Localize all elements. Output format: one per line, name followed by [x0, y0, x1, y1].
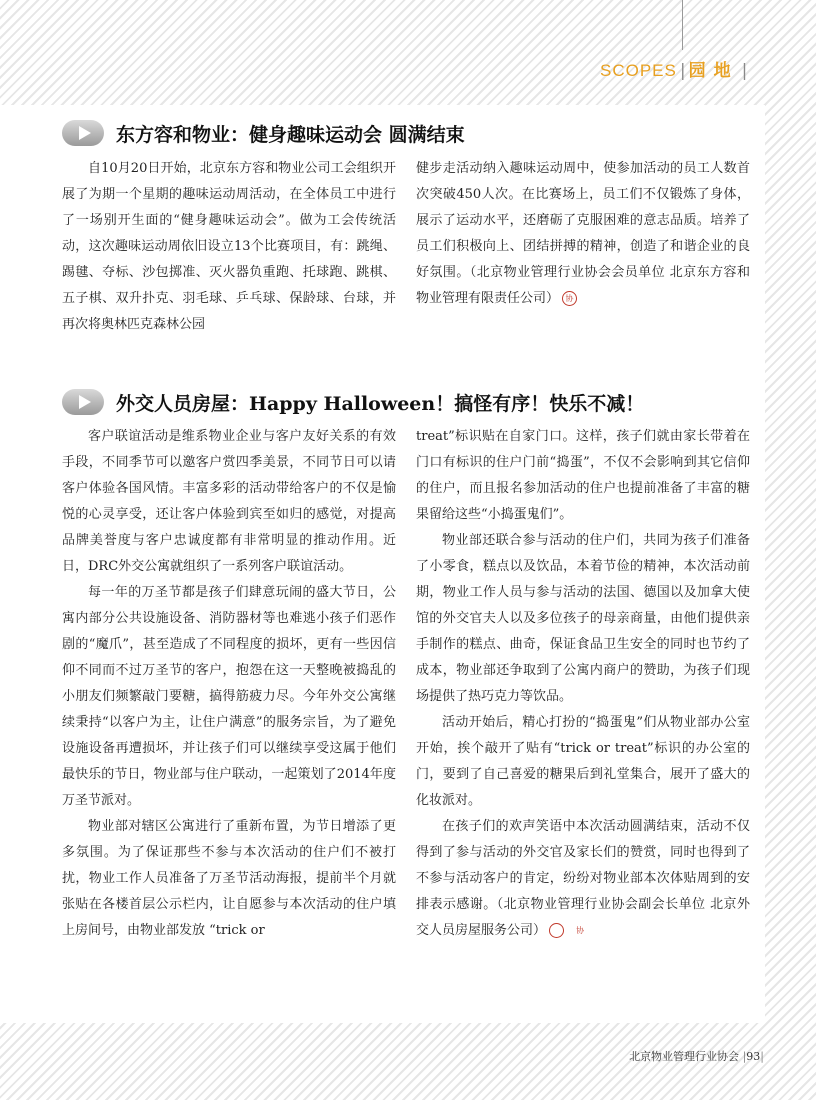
header-separator-end: | — [741, 61, 748, 81]
section-header — [600, 56, 750, 81]
article1-left-column — [62, 156, 396, 338]
footer-separator: | — [742, 1050, 747, 1063]
paragraph: 客户联谊活动是维系物业企业与客户友好关系的有效手段，不同季节可以邀客户赏四季美景，不同节日可以请客户体验各国风情。丰富多彩的活动带给客户的不仅是愉悦的心灵享受，还让客户体验到宾至如归的感觉，对提高品牌美誉度与客户忠诚度都有非常明显的推动作用。近日，DRC外交公寓就组织了一系列客户联谊活动。 — [62, 429, 396, 574]
play-icon — [62, 120, 104, 146]
paragraph: 活动开始后，精心打扮的“捣蛋鬼”们从物业部办公室开始，挨个敲开了贴有“trick or treat”标识的办公室的门，要到了自己喜爱的糖果后到礼堂集合，展开了盛大的化妆派对。 — [416, 715, 750, 808]
article2-right-column — [416, 424, 750, 944]
seal-icon: 协 — [562, 291, 577, 306]
seal-icon: 协 — [549, 923, 564, 938]
paragraph: 物业部还联合参与活动的住户们，共同为孩子们准备了小零食，糕点以及饮品，本着节俭的精神，本次活动前期，物业工作人员与参与活动的法国、德国以及加拿大使馆的外交官夫人以及多位孩子的母亲商量，由他们提供亲手制作的糕点、曲奇，保证食品卫生安全的同时也节约了成本，物业部还争取到了公寓内商户的赞助，为孩子们现场提供了热巧克力等饮品。 — [416, 533, 750, 704]
play-icon — [62, 389, 104, 415]
header-separator: | — [679, 61, 686, 81]
paragraph: 在孩子们的欢声笑语中本次活动圆满结束，活动不仅得到了参与活动的外交官及家长们的赞赏，同时也得到了不参与活动客户的肯定，纷纷对物业部本次体贴周到的安排表示感谢。（北京物业管理行业协会副会长单位 北京外交人员房屋服务公司） 协 — [416, 819, 750, 938]
page-footer — [629, 1048, 764, 1064]
article2-left-column — [62, 424, 396, 944]
section-cn: 园地 — [688, 61, 739, 81]
paragraph: 物业部对辖区公寓进行了重新布置，为节日增添了更多氛围。为了保证那些不参与本次活动的住户们不被打扰，物业工作人员准备了万圣节活动海报，提前半个月就张贴在各楼首层公示栏内，让自愿参与本次活动的住户填上房间号，由物业部发放 “trick or — [62, 819, 396, 938]
article1-right-column — [416, 156, 750, 312]
section-en: SCOPES — [600, 61, 677, 80]
article2-title-row — [62, 385, 644, 419]
paragraph: 自10月20日开始，北京东方容和物业公司工会组织开展了为期一个星期的趣味运动周活动，在全体员工中进行了一场别开生面的“健身趣味运动会”。做为工会传统活动，这次趣味运动周依旧设立13个比赛项目，有：跳绳、踢毽、夺标、沙包掷准、灭火器负重跑、托球跑、跳棋、五子棋、双升扑克、羽毛球、乒乓球、保龄球、台球，并再次将奥林匹克森林公园 — [62, 161, 396, 332]
footer-org: 北京物业管理行业协会 — [629, 1050, 740, 1063]
article1-title-row — [62, 116, 465, 150]
paragraph: 每一年的万圣节都是孩子们肆意玩闹的盛大节日，公寓内部分公共设施设备、消防器材等也难逃小孩子们恶作剧的“魔爪”，甚至造成了不同程度的损坏，更有一些因信仰不同而不过万圣节的客户，抱怨在这一天整晚被捣乱的小朋友们频繁敲门要糖，搞得筋疲力尽。今年外交公寓继续秉持“以客户为主，让住户满意”的服务宗旨，为了避免设施设备再遭损坏，并让孩子们可以继续享受这属于他们最快乐的节日，物业部与住户联动，一起策划了2014年度万圣节派对。 — [62, 585, 396, 808]
header-divider — [682, 0, 683, 50]
paragraph: 健步走活动纳入趣味运动周中，使参加活动的员工人数首次突破450人次。在比赛场上，员工们不仅锻炼了身体，展示了运动水平，还磨砺了克服困难的意志品质。培养了员工们积极向上、团结拼搏的精神，创造了和谐企业的良好氛围。（北京物业管理行业协会会员单位 北京东方容和物业管理有限责任公司） 协 — [416, 161, 750, 306]
article2-title: 外交人员房屋：Happy Halloween！搞怪有序！快乐不减！ — [116, 392, 645, 415]
paragraph: treat”标识贴在自家门口。这样，孩子们就由家长带着在门口有标识的住户门前“捣蛋”，不仅不会影响到其它信仰的住户，而且报名参加活动的住户也提前准备了丰富的糖果留给这些“小捣蛋鬼们”。 — [416, 429, 750, 522]
article1-title: 东方容和物业：健身趣味运动会 圆满结束 — [116, 123, 465, 146]
page-number: 93 — [746, 1050, 761, 1063]
footer-separator-end: | — [760, 1050, 764, 1063]
